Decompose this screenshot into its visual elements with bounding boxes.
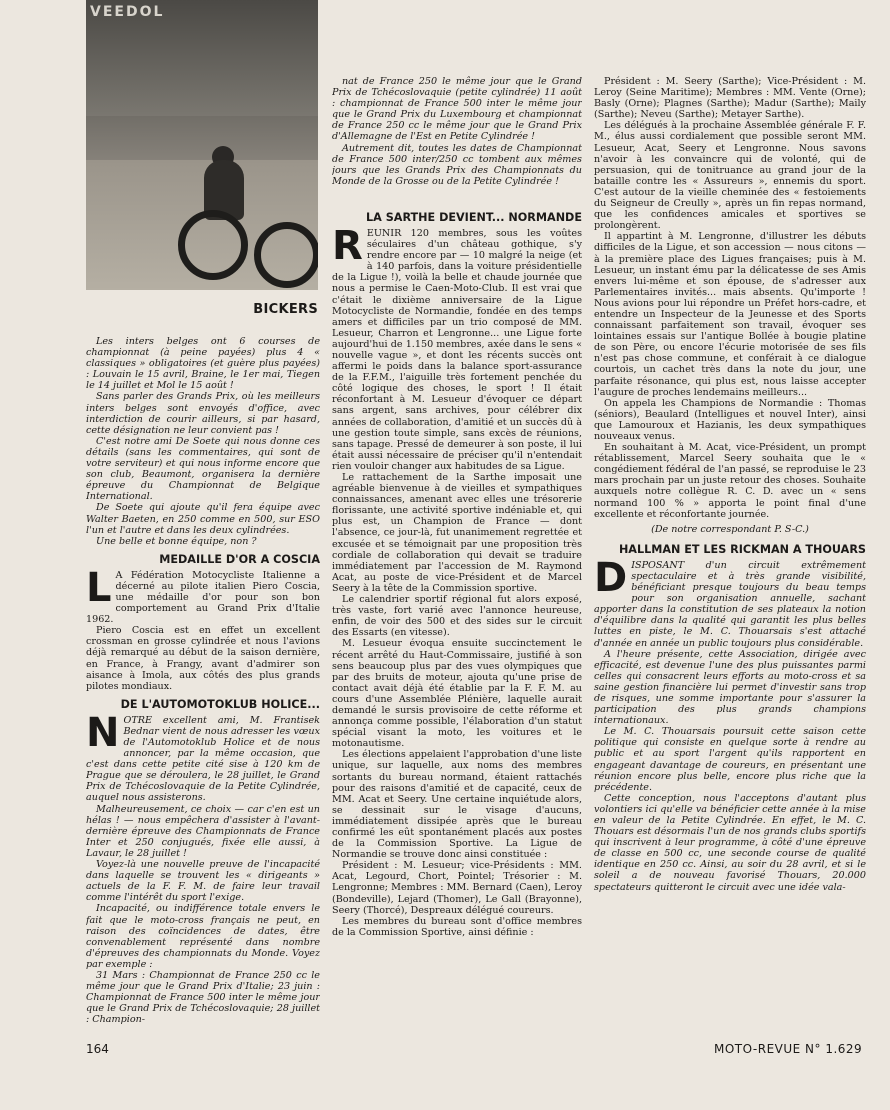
article-paragraph: M. Lesueur évoqua ensuite succinctement le récent arrêté du Haut-Commissaire, justifié à son sens beaucoup plus par des vues olympiques que par des bruits de moteur, ajouta qu'une prise de contact avait déjà été établie par la F. F. M. au cours d'une Assemblée Plénière, laquelle aurait demandé le sursis provisoire de cette réforme et annonça comme possible, l'élaboration d'un statut spécial visant la moto, les voitures et le motonautisme. <box>332 638 582 750</box>
drop-cap: D <box>594 554 628 601</box>
article-paragraph: Autrement dit, toutes les dates de Championnat de France 500 inter/250 cc tombent aux mêmes jours que les Grands Prix des Championnats du Monde de la Grosse ou de la Petite Cylindrée ! <box>332 142 582 187</box>
magazine-issue: MOTO-REVUE N° 1.629 <box>714 1042 863 1056</box>
article-paragraph: OTRE excellent ami, M. Frantisek Bednar vient de nous adresser les vœux de l'Automotoklub Holice et de nous annoncer, par la même occasion, que c'est dans cette petite cité sise à 120 km de Prague que se déroulera, le 28 juillet, le Grand Prix de Tchécoslovaquie de la Petite Cylindrée, auquel nous assisterons. <box>86 714 320 804</box>
motorcycle-wheel <box>178 210 248 280</box>
article-paragraph: EUNIR 120 membres, sous les voûtes séculaires d'un château gothique, s'y rendre encore par — 10 malgré la neige (et à 140 parfois, dans la voiture présidentielle de la Ligue !), voilà la belle et chaude journée que nous a permise le Caen-Moto-Club. Il est vrai que c'était le dixième anniversaire de la Ligue Motocycliste de Normandie, fondée en des temps amers et difficiles par un trio composé de MM. Lesueur, Charron et Lengronne... une Ligue forte aujourd'hui de 1.150 membres, axée dans le sens « nouvelle vague », et dont les récents succès ont affermi le poids dans la balance sport-assurance de la F.F.M., l'aiguille très fortement penchée du côté logique des choses, le sport ! Il était réconfortant à M. Lesueur d'évoquer ce départ sans argent, sans archives, pour célébrer dix années de collaboration, d'amitié et un succès dû à une gestion toute simple, sans excès de réunions, sans tapage. Pressé de demeurer à son poste, il lui était aussi nécessaire de préciser qu'il n'entendait rien vouloir changer aux habitudes de sa Ligue. <box>332 227 582 472</box>
article-paragraph: Cette conception, nous l'acceptons d'autant plus volontiers ici qu'elle va bénéficier cette année à la mise en valeur de la Petite Cylindrée. En effet, le M. C. Thouars est désormais l'un de nos grands clubs sportifs qui inscrivent à leur programme, à côté d'une épreuve de classe en 500 cc, une seconde course de qualité identique en 250 cc. Ainsi, au soir du 28 avril, et si le soleil a de nouveau favorisé Thouars, 20.000 spectateurs quitteront le circuit avec une idée vala- <box>594 792 866 893</box>
article-paragraph: Président : M. Lesueur; vice-Présidents : MM. Acat, Legourd, Chort, Pointel; Trésorier : M. Lengronne; Membres : MM. Bernard (Caen), Leroy (Bondeville), Lejard (Thomer), Le Gall (Brayonne), Seery (Thorcé), Despreaux délégué coureurs. <box>332 860 582 916</box>
page-number: 164 <box>86 1042 109 1056</box>
drop-cap: N <box>86 709 120 756</box>
drop-cap: R <box>332 222 363 269</box>
drop-cap: L <box>86 564 112 611</box>
article-paragraph: Le rattachement de la Sarthe imposait une agréable bienvenue à de vieilles et sympathiques connaissances, amenant avec elles une trésorerie florissante, une activité sportive indéniable et, qui plus est, un Champion de France — dont l'absence, ce jour-là, fut unanimement regrettée et excusée et se témoignait par une proposition très cordiale de collaboration qui devait se traduire immédiatement par l'accession de M. Raymond Acat, au poste de vice-Président et de Marcel Seery à la tête de la Commission sportive. <box>332 472 582 594</box>
article-paragraph: Incapacité, ou indifférence totale envers le fait que le moto-cross français ne peut, en raison des coïncidences de dates, être convenablement représenté dans nombre d'épreuves des championnats du Monde. Voyez par exemple : <box>86 903 320 970</box>
article-paragraph: Voyez-là une nouvelle preuve de l'incapacité dans laquelle se trouvent les « dirigeants » actuels de la F. F. M. de faire leur travail comme l'intérêt du sport l'exige. <box>86 859 320 904</box>
hallman-headline: HALLMAN ET LES RICKMAN A THOUARS <box>618 542 866 556</box>
article-paragraph: Il appartint à M. Lengronne, d'illustrer les débuts difficiles de la Ligue, et son accession — nous citons — à la première place des Ligues françaises; puis à M. Lesueur, un instant ému par la délicatesse de ses Amis envers lui-même et son épouse, de s'adresser aux Parlementaires invités... mais absents. Qu'importe ! Nous avions pour lui répondre un Préfet hors-cadre, et entendre un Inspecteur de la Jeunesse et des Sports connaissant parfaitement son travail, évoquer ses lointaines essais sur l'antique Bollée à bougie platine de son Père, ou encore l'écurie motorisée de ses fils n'est pas chose commune, et conférait à ce dialogue courtois, un cachet très dans la note du jour, une parfaite résonance, qui plus est, nous laisse accepter l'augure de proches lendemains meilleurs... <box>594 231 866 398</box>
article-paragraph: Les inters belges ont 6 courses de championnat (à peine payées) plus 4 « classiques » obligatoires (et guère plus payées) : Louvain le 15 avril, Braine, le 1er mai, Tiegen le 14 juillet et Mol le 15 août ! <box>86 336 320 392</box>
article-paragraph: Sans parler des Grands Prix, où les meilleurs inters belges sont envoyés d'office, avec interdiction de courir ailleurs, si par hasard, cette désignation ne leur convient pas ! <box>86 391 320 436</box>
article-paragraph: Le calendrier sportif régional fut alors exposé, très vaste, fort varié avec l'annonce heureuse, enfin, de voir des 500 et des sides sur le circuit des Essarts (en vitesse). <box>332 594 582 639</box>
article-paragraph: On appela les Champions de Normandie : Thomas (séniors), Beaulard (Intelligues et nouvel Inter), ainsi que Lamouroux et Hazianis, les deux sympathiques nouveaux venus. <box>594 397 866 442</box>
sarthe-headline: LA SARTHE DEVIENT... NORMANDE <box>366 210 582 224</box>
column-middle <box>332 76 582 1036</box>
article-paragraph: En souhaitant à M. Acat, vice-Président, un prompt rétablissement, Marcel Seery souhaita que le « congédiement fédéral de l'an passé, se reproduise le 23 mars prochain par un juste retour des choses. Souhaite auxquels notre collègue R. C. D. avec un « sens normand 100 % » apporta le point final d'une excellente et réconfortante journée. <box>594 442 866 520</box>
holice-headline: DE L'AUTOMOTOKLUB HOLICE... <box>120 697 320 711</box>
article-paragraph: Les membres du bureau sont d'office membres de la Commission Sportive, ainsi définie : <box>332 915 582 938</box>
column-left <box>86 336 320 1036</box>
article-paragraph: Une belle et bonne équipe, non ? <box>96 535 257 547</box>
article-paragraph: C'est notre ami De Soete qui nous donne ces détails (sans les commentaires, qui sont de votre serviteur) et qui nous informe encore que son club, Beaumont, organisera la dernière épreuve du Championnat de Belgique International. <box>86 435 320 503</box>
article-paragraph: 31 Mars : Championnat de France 250 cc le même jour que le Grand Prix d'Italie; 23 juin : Championnat de France 500 inter le même jour que le Grand Prix de Tchécoslovaquie; 28 juillet : Champion- <box>86 969 320 1026</box>
motorcycle-wheel <box>254 222 318 288</box>
motocross-photo <box>86 0 318 290</box>
article-paragraph: Piero Coscia est en effet un excellent crossman en grosse cylindrée et nous l'avions déjà remarqué au début de la saison dernière, en France, à Frangy, avant d'admirer son aisance à Imola, aux côtés des plus grands pilotes mondiaux. <box>86 625 320 692</box>
article-paragraph: Président : M. Seery (Sarthe); Vice-Président : M. Leroy (Seine Maritime); Membres : MM. Vente (Orne); Basly (Orne); Plagnes (Sarthe); Madur (Sarthe); Maily (Sarthe); Neveu (Sarthe); Metayer Sarthe). <box>594 76 866 121</box>
article-paragraph: De Soete qui ajoute qu'il fera équipe avec Walter Baeten, en 250 comme en 500, sur ESO l'un et l'autre et dans les deux cylindrées. <box>86 502 320 536</box>
photo-sign-text: VEEDOL <box>90 4 165 20</box>
article-paragraph: Malheureusement, ce choix — car c'en est un hélas ! — nous empêchera d'assister à l'avant-dernière épreuve des Championnats de France Inter et 250 conjugués, fixée elle aussi, à Lavaur, le 28 juillet ! <box>86 803 320 859</box>
article-paragraph: ISPOSANT d'un circuit extrêmement spectaculaire et à très grande visibilité, bénéficiant presque toujours du beau temps pour son organisation annuelle, sachant apporter dans la constitution de ses plateaux la notion d'équilibre dans la qualité qui garantit les plus belles luttes en piste, le M. C. Thouarsais s'est attaché d'année en année un public toujours plus considérable. <box>594 559 866 649</box>
article-paragraph: Les élections appelaient l'approbation d'une liste unique, sur laquelle, aux noms des membres sortants du bureau normand, étaient rattachés pour des raisons d'amitié et de capacité, ceux de MM. Acat et Seery. Une certaine inquiétude alors, se dessinait sur le visage d'aucuns, immédiatement dissipée après que le bureau confirmé les eût spontanément placés aux postes de la Commission Sportive. La Ligue de Normandie se trouve donc ainsi constituée : <box>332 749 582 861</box>
article-paragraph: Le M. C. Thouarsais poursuit cette saison cette politique qui consiste en quelque sorte à rendre au public et au sport l'argent qu'ils rapportent en engageant davantage de coureurs, en présentant une réunion encore plus belle, encore plus riche que la précédente. <box>594 726 866 793</box>
coscia-headline: MEDAILLE D'OR A COSCIA <box>159 552 320 566</box>
article-paragraph: Les délégués à la prochaine Assemblée générale F. F. M., élus aussi cordialement que possible seront MM. Lesueur, Acat, Seery et Lengronne. Nous savons n'avoir à les convaincre qui de volonté, qui de persuasion, qui de tonitruance au grand jour de la bataille contre les « Assureurs », ennemis du sport. C'est autour de la vieille cheminée des « festoiements du Seigneur de Creully », après un fin repas normand, que les confidences amicales et sportives se prolongèrent. <box>594 120 866 232</box>
article-paragraph: A l'heure présente, cette Association, dirigée avec efficacité, est devenue l'une des plus puissantes parmi celles qui consacrent leurs efforts au moto-cross et sa saine gestion financière lui permet d'investir sans trop de risques, une somme importante pour s'assurer la participation des plus grands champions internationaux. <box>594 648 866 727</box>
column-right <box>594 76 866 1036</box>
article-paragraph: nat de France 250 le même jour que le Grand Prix de Tchécoslovaquie (petite cylindrée) 11 août : championnat de France 500 inter le même jour que le Grand Prix du Luxembourg et championnat de France 250 cc le même jour que le Grand Prix d'Allemagne de l'Est en Petite Cylindrée ! <box>332 76 582 143</box>
article-paragraph: A Fédération Motocycliste Italienne a décerné au pilote italien Piero Coscia, une médaille d'or pour son bon comportement au Grand Prix d'Italie 1962. <box>86 569 320 626</box>
bickers-kicker: BICKERS <box>253 302 318 317</box>
correspondent-credit: (De notre correspondant P. S-C.) <box>651 523 809 535</box>
